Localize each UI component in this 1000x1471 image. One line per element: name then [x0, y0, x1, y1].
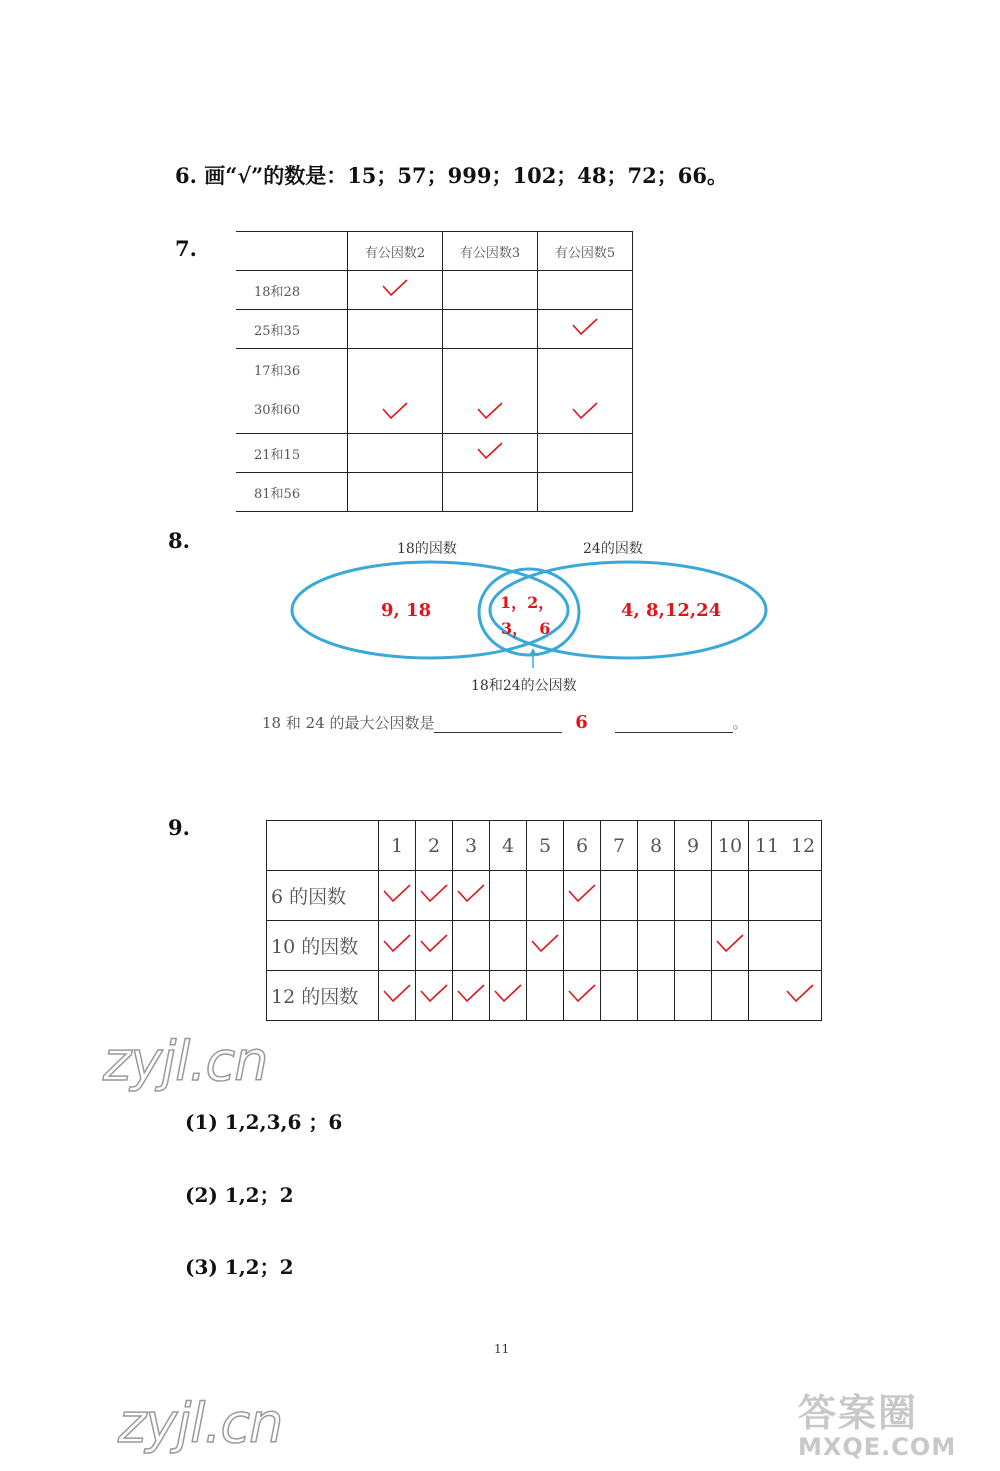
red-check-icon: [530, 931, 560, 955]
red-check-icon: [419, 931, 449, 955]
header-factor-3: 有公因数3: [443, 232, 538, 271]
common-factor-table: [236, 231, 633, 512]
red-check-icon: [715, 931, 745, 955]
red-check-icon: [567, 881, 597, 905]
column-header: 5: [527, 821, 564, 871]
row-label: 25和35: [236, 310, 348, 349]
factor-table: [266, 820, 822, 1021]
column-header: 10: [712, 821, 749, 871]
column-header: 12: [785, 821, 822, 871]
venn-common-line2: 3， 6: [501, 619, 551, 638]
column-header: 9: [675, 821, 712, 871]
header-factor-5: 有公因数5: [538, 232, 633, 271]
answer-2: (2) 1,2；2: [185, 1183, 294, 1207]
mxqe-watermark: [798, 1382, 956, 1461]
red-check-icon: [419, 981, 449, 1005]
row-label: 81和56: [236, 473, 348, 512]
column-header: 6: [564, 821, 601, 871]
red-check-icon: [571, 401, 599, 421]
red-check-icon: [456, 881, 486, 905]
answer-blank: [434, 714, 562, 733]
row-label: 30和60: [254, 403, 301, 418]
row-label-merged: [236, 349, 348, 434]
column-header: 7: [601, 821, 638, 871]
question-8-number: 8.: [168, 528, 190, 553]
red-check-icon: [476, 441, 504, 461]
column-header: 1: [379, 821, 416, 871]
gcd-sentence: [262, 712, 748, 733]
gcd-answer: 6: [575, 712, 588, 733]
venn-right-label: 24的因数: [583, 541, 643, 557]
red-check-icon: [382, 931, 412, 955]
row-label: 18和28: [236, 271, 348, 310]
gcd-suffix: 。: [732, 714, 748, 732]
red-check-icon: [456, 981, 486, 1005]
red-check-icon: [567, 981, 597, 1005]
table-corner: [236, 232, 348, 271]
venn-left-only: 9, 18: [381, 600, 432, 621]
venn-bottom-label: 18和24的公因数: [471, 678, 577, 694]
red-check-icon: [476, 401, 504, 421]
red-check-icon: [381, 278, 409, 298]
red-check-icon: [382, 881, 412, 905]
answer-3: (3) 1,2；2: [185, 1255, 294, 1279]
column-header: 3: [453, 821, 490, 871]
red-check-icon: [493, 981, 523, 1005]
row-label: 17和36: [254, 364, 301, 379]
gcd-prefix: 18 和 24 的最大公因数是: [262, 714, 435, 732]
answer-blank: [615, 714, 733, 733]
zyjl-watermark: zyjl.cn: [103, 1030, 268, 1093]
zyjl-watermark: zyjl.cn: [118, 1392, 283, 1455]
row-label: 10 的因数: [267, 921, 379, 971]
question-9-number: 9.: [168, 815, 190, 840]
red-check-icon: [381, 401, 409, 421]
venn-left-label: 18的因数: [397, 541, 457, 557]
row-label: 6 的因数: [267, 871, 379, 921]
venn-common-line1: 1，2，: [500, 593, 555, 612]
page-number: 11: [494, 1342, 510, 1356]
question-6-text: 6. 画“√”的数是：15；57；999；102；48；72；66。: [175, 163, 728, 188]
row-label: 21和15: [236, 434, 348, 473]
red-check-icon: [571, 317, 599, 337]
column-header: 11: [749, 821, 786, 871]
table-corner: [267, 821, 379, 871]
column-header: 4: [490, 821, 527, 871]
question-7-number: 7.: [175, 236, 197, 261]
arrow-head-icon: [529, 648, 537, 656]
venn-right-only: 4, 8,12,24: [621, 600, 722, 621]
column-header: 8: [638, 821, 675, 871]
row-label: 12 的因数: [267, 971, 379, 1021]
mxqe-watermark-top: 答案圈: [798, 1391, 919, 1435]
red-check-icon: [785, 981, 815, 1005]
answer-1: (1) 1,2,3,6 ；6: [185, 1110, 343, 1134]
column-header: 2: [416, 821, 453, 871]
mxqe-watermark-bottom: MXQE.COM: [798, 1433, 957, 1461]
red-check-icon: [419, 881, 449, 905]
red-check-icon: [382, 981, 412, 1005]
header-factor-2: 有公因数2: [348, 232, 443, 271]
